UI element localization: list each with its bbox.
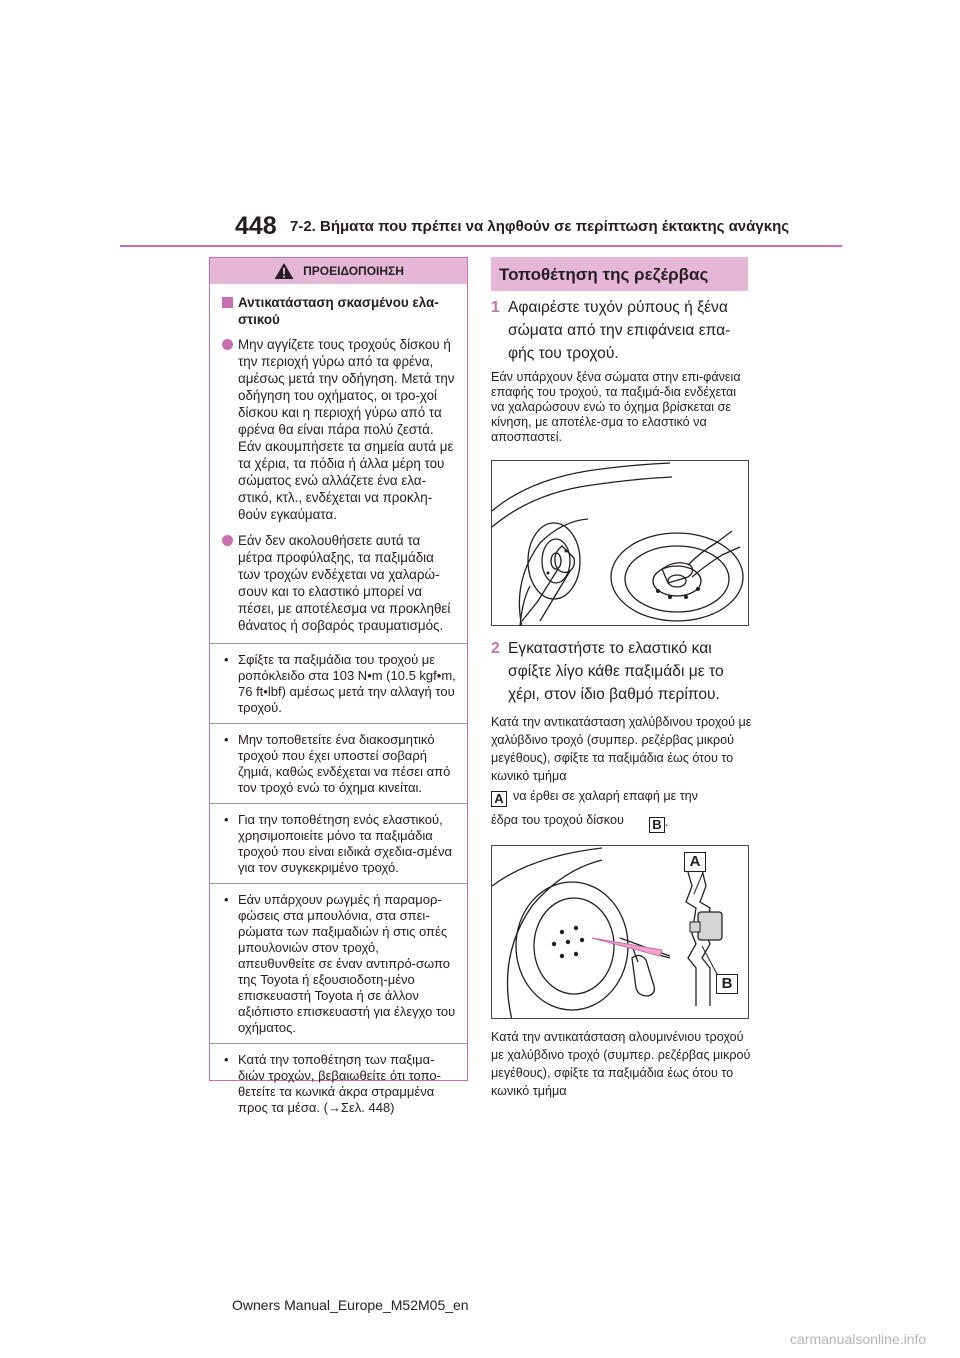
note-text: έδρα του τροχού δίσκου [491, 813, 624, 827]
clean-wheel-illustration [492, 461, 749, 626]
label-b-box: B [649, 817, 665, 833]
section-title: 7-2. Βήματα που πρέπει να ληφθούν σε περίπτωση έκτακτης ανάγκης [290, 218, 790, 235]
footer-watermark: carmanualsonline.info [790, 1331, 927, 1347]
step-2-note [491, 713, 753, 832]
note-label-b-group [649, 813, 669, 833]
figure-label-b: B [716, 974, 738, 994]
square-bullet-icon [222, 297, 233, 308]
bullet-dot-icon: • [224, 732, 229, 747]
circle-bullet-icon [222, 339, 233, 350]
note-text: Κατά την αντικατάσταση χαλύβδινου τροχού με χαλύβδινο τροχό (συμπερ. ρεζέρβας μικρού μεγέθους), σφίξτε τα παξιμάδια έως ότου το κωνικό τμήμα [491, 715, 752, 783]
warning-point [222, 336, 458, 523]
warning-triangle-icon [273, 262, 295, 280]
figure-tighten-nuts [491, 845, 749, 1019]
note-text: . [665, 815, 669, 829]
step-1-note: Εάν υπάρχουν ξένα σώματα στην επι-φάνεια επαφής του τροχού, τα παξιμά-δια ενδέχεται να χαλαρώσουν ενώ το όχημα βρίσκεται σε κίνηση, με αποτέλε-σμα το ελαστικό να αποσπαστεί. [491, 370, 741, 444]
warning-box [209, 257, 468, 1115]
step-number: 2 [491, 640, 500, 657]
warning-bullet-text: Εάν υπάρχουν ρωγμές ή παραμορ-φώσεις στα μπουλόνια, στα σπει-ρώματα των παξιμαδιών ή στις οπές μπουλονιών στον τροχό, απευθυνθείτε σε έναν αντιπρό-σωπο της Toyota ή εξουσιοδοτη-μένο επισκευαστή Toyota ή σε άλλον αξιόπιστο επισκευαστή για έλεγχο του οχήματος. [238, 892, 456, 1035]
circle-bullet-icon [222, 535, 233, 546]
step-text: Εγκαταστήστε το ελαστικό και σφίξτε λίγο κάθε παξιμάδι με το χέρι, στον ίδιο βαθμό περίπου. [508, 640, 724, 703]
note-text: να έρθει σε χαλαρή επαφή με την [513, 789, 698, 803]
bullet-dot-icon: • [224, 892, 229, 907]
page-number: 448 [235, 212, 277, 240]
warning-point-text: Μην αγγίζετε τους τροχούς δίσκου ή την περιοχή γύρω από τα φρένα, αμέσως μετά την οδήγηση. Μετά την οδήγηση του οχήματος, οι τρο-χοί δίσκου και η περιοχή γύρω από τα φρένα θα είναι πάρα πολύ ζεστά. Εάν ακουμπήσετε τα σημεία αυτά με τα χέρια, τα πόδια ή άλλα μέρη του σώματος ενώ αλλάζετε ένα ελα-στικό, κτλ., ενδέχεται να προκλη-θούν εγκαύματα. [238, 337, 455, 522]
warning-body [210, 284, 467, 1123]
warning-bullet [210, 644, 467, 724]
warning-bullet [210, 804, 467, 884]
section-heading: Τοποθέτηση της ρεζέρβας [491, 257, 748, 291]
warning-bullet-text: Μην τοποθετείτε ένα διακοσμητικό τροχού που έχει υποστεί σοβαρή ζημιά, καθώς ενδέχεται να πέσει από τον τροχό ενώ το όχημα κινείται. [238, 732, 451, 795]
warning-bullet-text: Σφίξτε τα παξιμάδια του τροχού με ροπόκλειδο στα 103 N•m (10.5 kgf•m, 76 ft•lbf) αμέσως μετά την αλλαγή του τροχού. [238, 652, 456, 715]
step-text: Αφαιρέστε τυχόν ρύπους ή ξένα σώματα από την επιφάνεια επα-φής του τροχού. [508, 299, 731, 362]
warning-title: ΠΡΟΕΙΔΟΠΟΙΗΣΗ [303, 264, 404, 278]
warning-point [222, 532, 458, 634]
step-1 [491, 296, 753, 365]
label-a-box: A [491, 791, 507, 807]
warning-bullet [210, 884, 467, 1044]
warning-subheading [222, 294, 458, 328]
tighten-nuts-illustration [492, 846, 749, 1019]
bullet-dot-icon: • [224, 1052, 229, 1067]
step-2 [491, 637, 753, 706]
note-text [491, 811, 624, 829]
header-rule [120, 245, 842, 247]
warning-point-text: Εάν δεν ακολουθήσετε αυτά τα μέτρα προφύλαξης, τα παξιμάδια των τροχών ενδέχεται να χαλαρώ-σουν και το ελαστικό μπορεί να πέσει, με αποτέλεσμα να προκληθεί θάνατος ή σοβαρός τραυματισμός. [238, 533, 451, 633]
warning-header [210, 258, 467, 284]
footer-manual-name: Owners Manual_Europe_M52M05_en [232, 1297, 469, 1313]
bullet-dot-icon: • [224, 652, 229, 667]
warning-bullet-list [210, 643, 467, 1123]
warning-subheading-text: Αντικατάσταση σκασμένου ελα-στικού [238, 295, 439, 327]
warning-bullet [210, 1044, 467, 1123]
bullet-dot-icon: • [224, 812, 229, 827]
warning-bullet [210, 724, 467, 804]
warning-bullet-text: Για την τοποθέτηση ενός ελαστικού, χρησιμοποιείτε μόνο τα παξιμάδια τροχού που είναι ειδικά σχεδια-σμένα για τον συγκεκριμένο τροχό. [238, 812, 452, 875]
step-number: 1 [491, 299, 500, 316]
warning-bullet-text: Κατά την τοποθέτηση των παξιμα-διών τροχών, βεβαιωθείτε ότι τοπο-θετείτε τα κωνικά άκρα στραμμένα προς τα μέσα. (→Σελ. 448) [238, 1052, 441, 1115]
figure-clean-wheel-surface [491, 460, 749, 626]
figure-label-a: A [684, 852, 706, 872]
step-2-note-aluminium: Κατά την αντικατάσταση αλουμινένιου τροχού με χαλύβδινο τροχό (συμπερ. ρεζέρβας μικρού μεγέθους), σφίξτε τα παξιμάδια έως ότου το κωνικό τμήμα [491, 1030, 751, 1098]
